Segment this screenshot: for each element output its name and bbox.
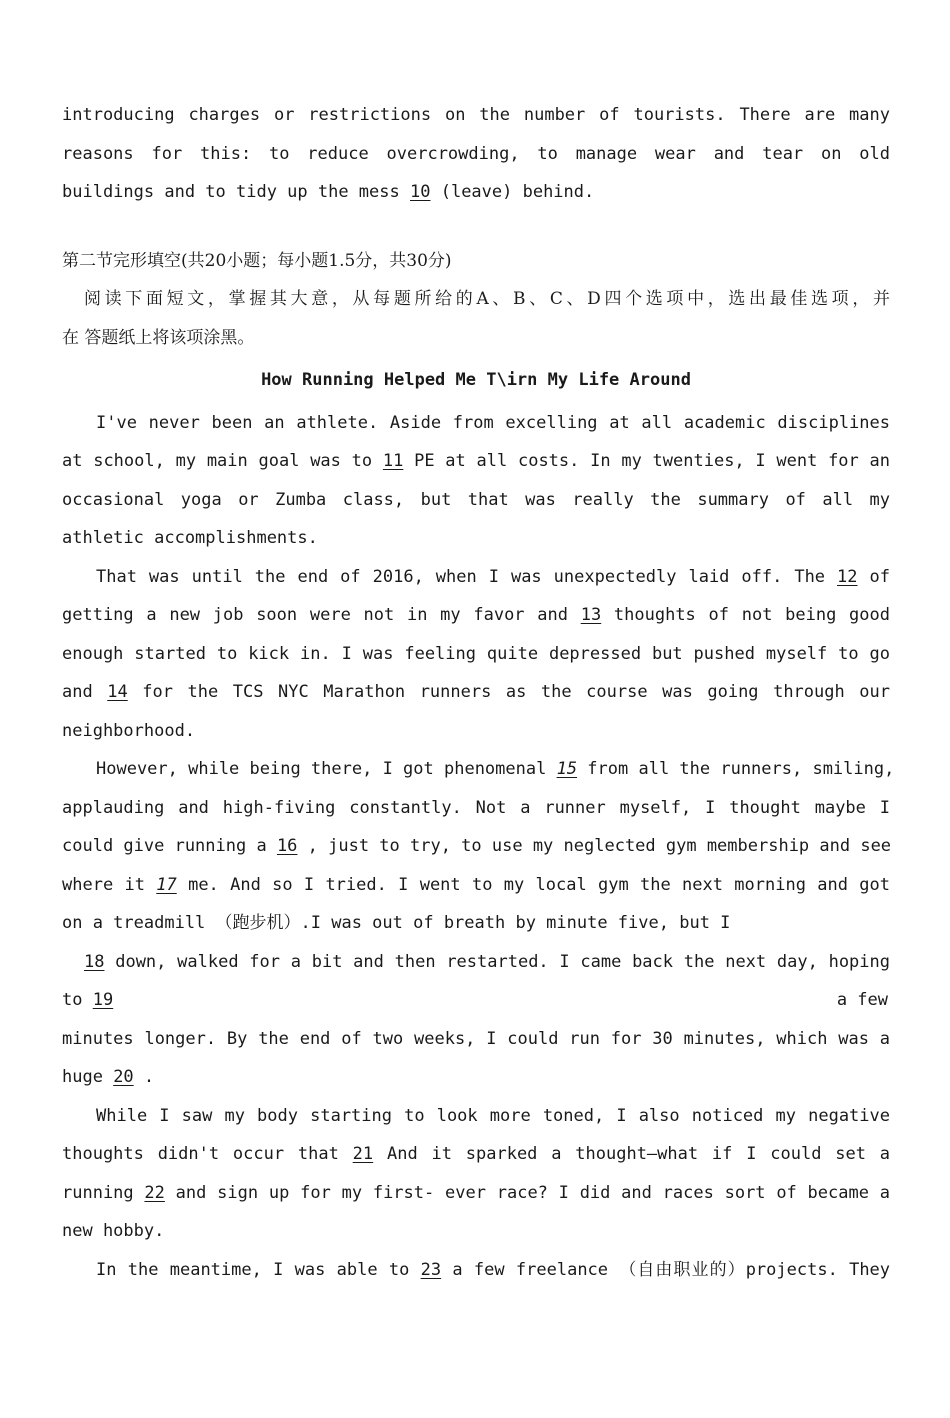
- text-span: getting a new job soon were not in my favor and: [62, 605, 581, 625]
- text-line: athletic accomplishments.: [62, 528, 318, 548]
- text-span: at school, my main goal was to: [62, 451, 383, 471]
- text-line: [62, 827, 890, 866]
- blank-15: 15: [556, 759, 578, 779]
- text-span: .: [133, 1067, 155, 1087]
- text-span: In the meantime, I was able to: [96, 1259, 421, 1280]
- text-span: me. And so I tried. I went to my local gym the next morning and got: [176, 874, 890, 895]
- text-span: running: [62, 1182, 145, 1203]
- text-line: [62, 1135, 890, 1174]
- text-line: applauding and high-fiving constantly. Not a runner myself, I thought maybe I: [62, 797, 890, 818]
- blank-19: 19: [92, 990, 114, 1010]
- instructions-line: 在 答题纸上将该项涂黑。: [62, 327, 255, 348]
- text-line: introducing charges or restrictions on the number of tourists. There are many: [62, 105, 890, 125]
- text-span: （自由职业的）: [619, 1259, 746, 1280]
- text-span: buildings and to tidy up the mess: [62, 182, 410, 202]
- text-line: [62, 981, 890, 1020]
- text-line: [62, 866, 890, 905]
- text-span: and: [62, 682, 108, 702]
- passage-title: How Running Helped Me T\irn My Life Around: [261, 370, 691, 390]
- text-line: [62, 1058, 890, 1097]
- text-span: a few: [836, 990, 888, 1010]
- blank-17: 17: [156, 874, 177, 895]
- text-line: [62, 596, 890, 635]
- text-span: And it sparked a thought—what if I could set a: [373, 1144, 890, 1164]
- blank-11: 11: [382, 451, 404, 471]
- text-line: [62, 442, 890, 481]
- text-line: [62, 1174, 890, 1213]
- text-line: While I saw my body starting to look more toned, I also noticed my negative: [96, 1105, 890, 1126]
- text-line: minutes longer. By the end of two weeks, I could run for 30 minutes, which was a: [62, 1028, 890, 1049]
- document-page: [62, 96, 895, 1289]
- text-span: , just to try, to use my neglected gym membership and see: [297, 836, 892, 856]
- text-span: where it: [62, 874, 157, 895]
- blank-16: 16: [276, 836, 298, 856]
- text-span: However, while being there, I got phenomenal: [96, 759, 557, 779]
- blank-23: 23: [420, 1259, 442, 1280]
- text-line: [62, 1251, 890, 1290]
- section-heading: 第二节完形填空(共20小题；每小题1.5分，共30分): [62, 250, 452, 271]
- text-span: （跑步机）: [215, 913, 301, 933]
- text-span: (leave) behind.: [430, 182, 595, 202]
- text-line: [62, 558, 890, 597]
- text-line: [62, 750, 895, 789]
- text-span: and sign up for my first- ever race? I did and races sort of became a: [164, 1182, 890, 1203]
- text-span: .I was out of breath by minute five, but I: [300, 913, 731, 933]
- blank-22: 22: [144, 1182, 165, 1203]
- text-line: enough started to kick in. I was feeling quite depressed but pushed myself to go: [62, 643, 890, 664]
- text-span: a few freelance: [441, 1259, 620, 1280]
- text-span: on a treadmill: [62, 913, 216, 933]
- text-span: projects. They: [745, 1259, 891, 1280]
- text-line: neighborhood.: [62, 720, 196, 741]
- text-span: for the TCS NYC Marathon runners as the course was going through our: [127, 682, 890, 702]
- blank-18: 18: [84, 951, 105, 972]
- blank-12: 12: [837, 566, 858, 587]
- blank-14: 14: [107, 682, 128, 702]
- text-span: down, walked for a bit and then restarted. I came back the next day, hoping: [104, 951, 890, 972]
- text-span: of: [857, 566, 890, 587]
- blank-10: 10: [410, 182, 431, 202]
- text-span: PE at all costs. In my twenties, I went for an: [403, 451, 890, 471]
- text-span: thoughts didn't occur that: [62, 1144, 353, 1164]
- blank-13: 13: [580, 605, 602, 625]
- instructions-line: 阅读下面短文，掌握其大意，从每题所给的A、B、C、D四个选项中，选出最佳选项，并: [84, 289, 890, 309]
- text-line: [62, 173, 890, 212]
- text-span: huge: [62, 1067, 114, 1087]
- text-span: to: [62, 990, 93, 1010]
- text-span: could give running a: [62, 836, 277, 856]
- blank-20: 20: [113, 1067, 134, 1087]
- text-span: thoughts of not being good: [601, 605, 890, 625]
- text-line: new hobby.: [62, 1221, 165, 1241]
- text-span: That was until the end of 2016, when I was unexpectedly laid off. The: [96, 566, 838, 587]
- text-line: I've never been an athlete. Aside from excelling at all academic disciplines: [96, 412, 890, 433]
- text-line: [62, 904, 890, 943]
- text-line: [62, 943, 890, 982]
- text-span: from all the runners, smiling,: [577, 759, 895, 779]
- text-line: occasional yoga or Zumba class, but that was really the summary of all my: [62, 489, 890, 510]
- blank-21: 21: [352, 1144, 374, 1164]
- text-line: [62, 673, 890, 712]
- text-line: reasons for this: to reduce overcrowding, to manage wear and tear on old: [62, 143, 890, 164]
